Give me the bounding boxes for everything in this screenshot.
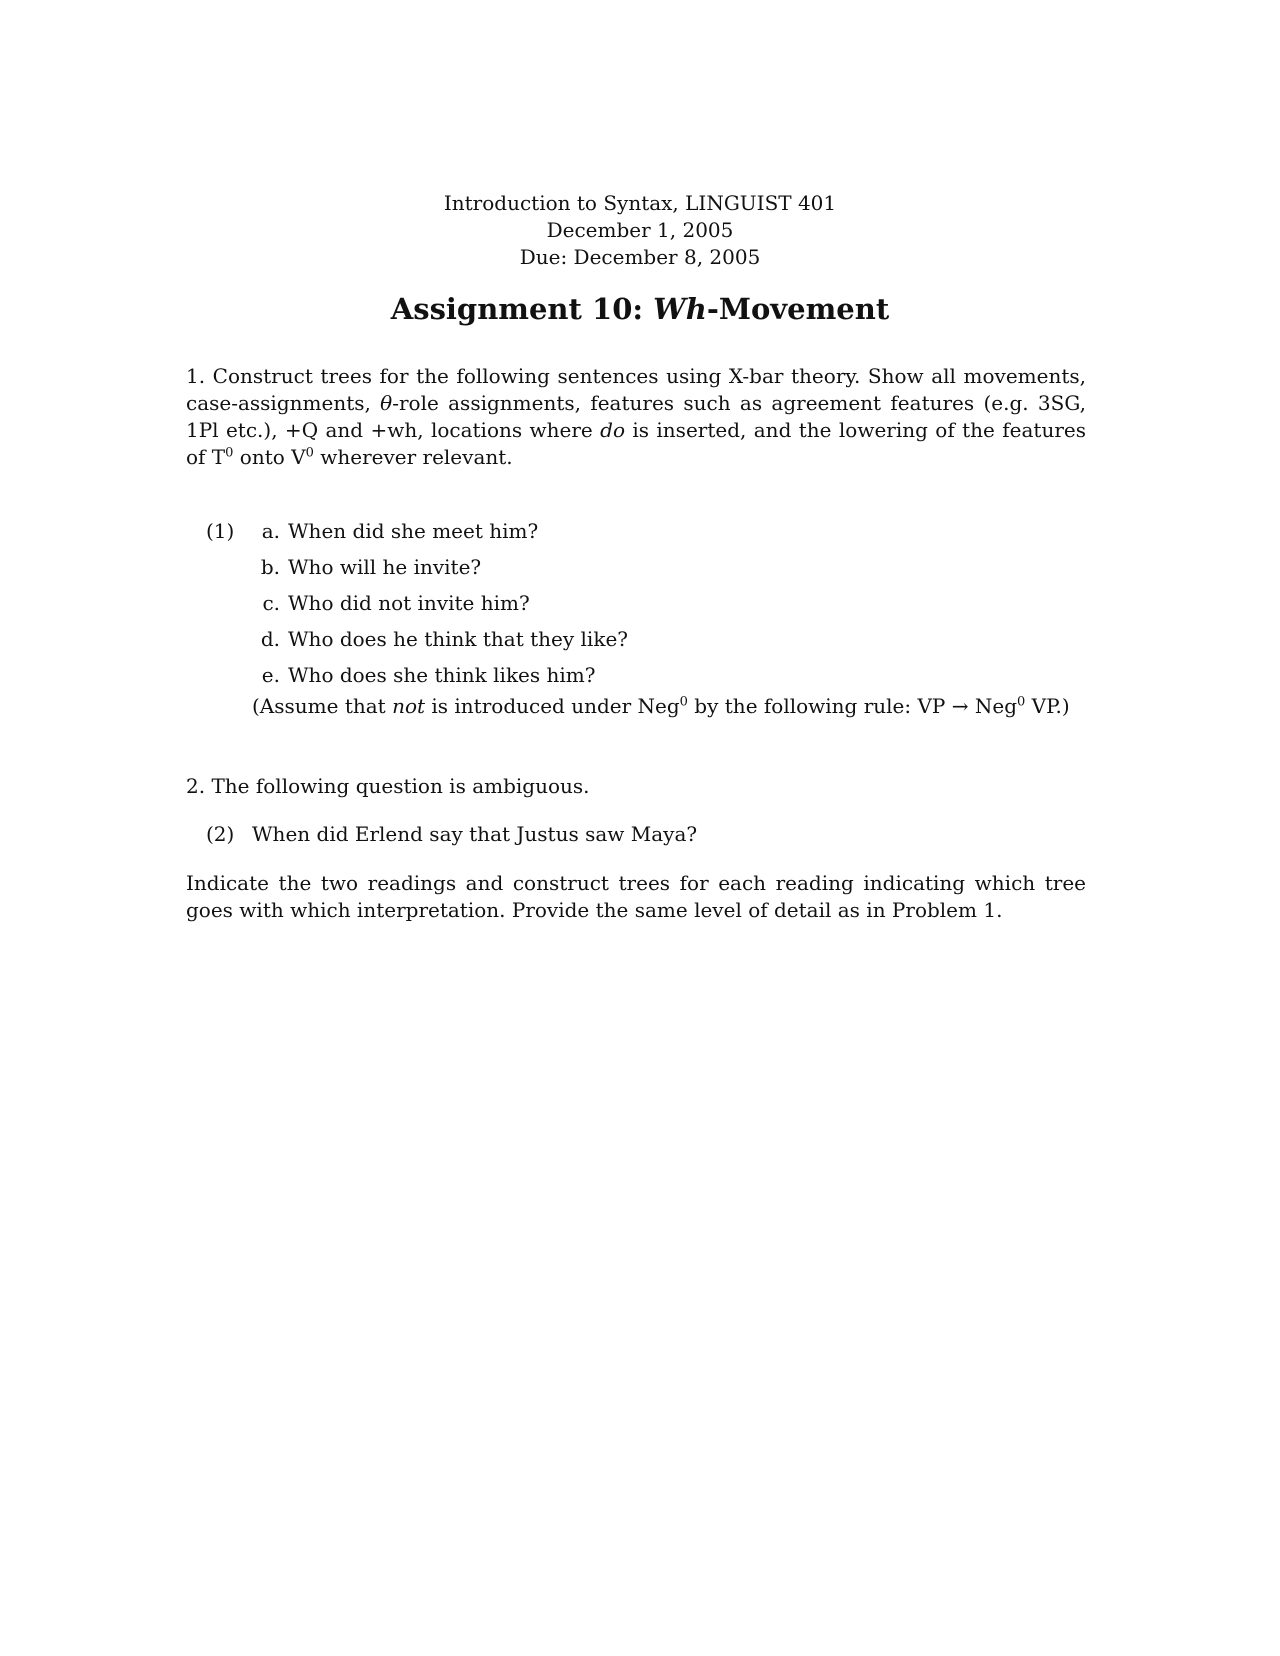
course-title: Introduction to Syntax, LINGUIST 401 — [443, 191, 837, 215]
item-letter: a. — [261, 519, 280, 543]
not-word: not — [392, 694, 426, 718]
example-item-a — [250, 519, 538, 543]
problem1-text-e: wherever relevant. — [313, 445, 513, 469]
title-suffix: -Movement — [706, 292, 890, 326]
do-word: do — [600, 418, 625, 442]
theta-symbol: θ — [380, 391, 393, 415]
problem1-instructions — [186, 363, 1086, 471]
note-mid2: by the following rule: VP → Neg — [687, 694, 1017, 718]
note-post: VP.) — [1025, 694, 1070, 718]
assignment-title — [0, 292, 1280, 326]
example-item-e — [250, 663, 595, 687]
problem2-instructions: Indicate the two readings and construct trees for each reading indicating which tree goes with which interpretation. Provide the same level of detail as in Problem 1. — [186, 871, 1086, 922]
neg-superscript-b: 0 — [1017, 694, 1026, 710]
problem1-text-a: 1. Construct trees for the following sentences using X-bar theory. Show all movements, case-assignments, — [186, 364, 1086, 415]
title-prefix: Assignment 10: — [390, 292, 654, 326]
item-text: Who did not invite him? — [288, 591, 530, 615]
example-item-b — [250, 555, 481, 579]
due-date: Due: December 8, 2005 — [519, 245, 761, 269]
note-mid: is introduced under Neg — [425, 694, 680, 718]
t-superscript: 0 — [225, 445, 234, 461]
example-item-d — [250, 627, 628, 651]
problem1-text-b: -role assignments, features such as agreement features (e.g. 3SG, 1Pl etc.), +Q and +wh, locations where — [186, 391, 1086, 442]
item-letter: b. — [260, 555, 280, 579]
item-text: When did she meet him? — [288, 519, 539, 543]
item-text: Who does she think likes him? — [288, 663, 596, 687]
item-letter: d. — [260, 627, 280, 651]
title-italic: Wh — [653, 292, 707, 326]
example-2-sentence: When did Erlend say that Justus saw Maya? — [252, 822, 698, 846]
neg-rule-note — [252, 694, 1070, 718]
example-item-c — [250, 591, 530, 615]
problem1-text-c: is inserted, and the lowering of the features of T — [186, 418, 1086, 469]
item-text: Who will he invite? — [288, 555, 482, 579]
example-1-number: (1) — [206, 519, 235, 543]
item-letter: c. — [262, 591, 280, 615]
example-2-number: (2) — [206, 822, 235, 846]
document-header — [0, 190, 1280, 271]
v-superscript: 0 — [305, 445, 314, 461]
neg-superscript-a: 0 — [679, 694, 688, 710]
note-pre: (Assume that — [252, 694, 393, 718]
item-letter: e. — [261, 663, 280, 687]
problem1-text-d: onto V — [233, 445, 306, 469]
issue-date: December 1, 2005 — [546, 218, 734, 242]
item-text: Who does he think that they like? — [288, 627, 628, 651]
problem2-intro: 2. The following question is ambiguous. — [186, 774, 590, 798]
